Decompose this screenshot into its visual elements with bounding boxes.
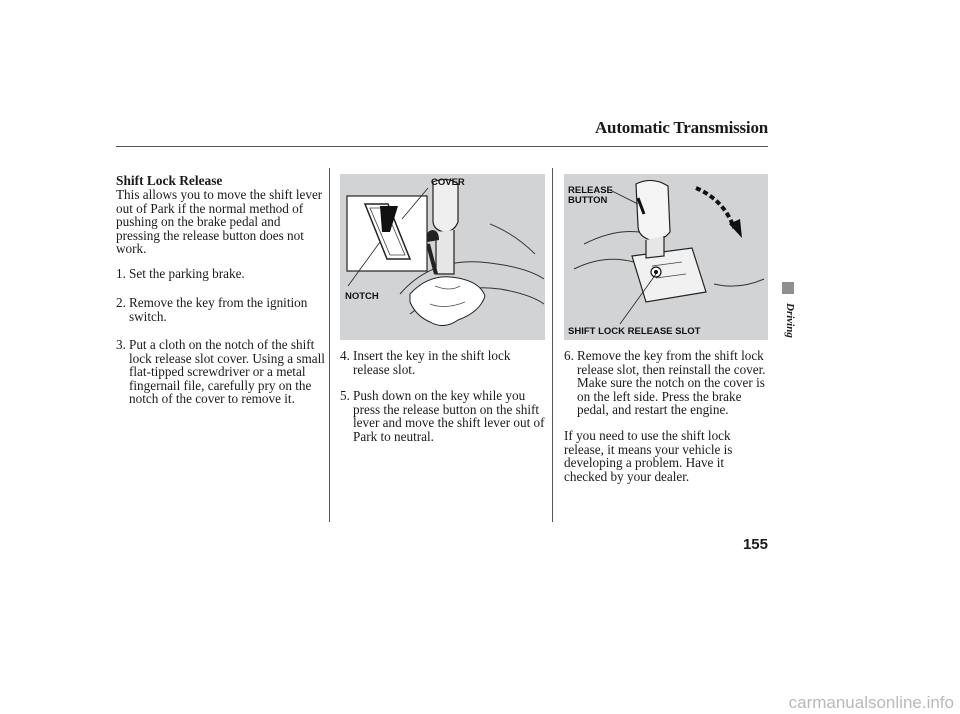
step-text: Insert the key in the shift lock release slot. bbox=[353, 348, 511, 377]
step-number: 1. bbox=[116, 266, 126, 281]
cover-notch-illustration bbox=[340, 174, 545, 340]
step-number: 3. bbox=[116, 337, 126, 352]
figure-cover-notch bbox=[340, 174, 545, 340]
release-button-label: RELEASE BUTTON bbox=[568, 185, 613, 206]
figure-release-slot bbox=[564, 174, 768, 340]
watermark-text: carmanualsonline.info bbox=[788, 693, 954, 712]
step-text: Set the parking brake. bbox=[129, 266, 245, 281]
step-item bbox=[116, 267, 326, 281]
page-title: Automatic Transmission bbox=[594, 118, 768, 137]
column-divider-1 bbox=[329, 168, 330, 522]
step-item bbox=[116, 338, 326, 406]
section-heading: Shift Lock Release bbox=[116, 173, 223, 188]
column-divider-2 bbox=[552, 168, 553, 522]
watermark-bar bbox=[0, 693, 960, 714]
step-number: 4. bbox=[340, 348, 350, 363]
intro-paragraph: This allows you to move the shift lever out of Park if the normal method of pushing on the brake pedal and pressing the release button does not work. bbox=[116, 187, 323, 257]
step-number: 5. bbox=[340, 388, 350, 403]
page-number: 155 bbox=[742, 536, 768, 553]
section-side-label: Driving bbox=[784, 303, 796, 338]
step-number: 2. bbox=[116, 295, 126, 310]
title-rule bbox=[116, 146, 768, 147]
step-item bbox=[564, 349, 774, 417]
step-text: Remove the key from the shift lock release slot, then reinstall the cover. Make sure the notch on the cover is on the left side. Press the brake pedal, and restart the engine. bbox=[577, 348, 766, 418]
notch-label: NOTCH bbox=[345, 291, 379, 302]
closing-note: If you need to use the shift lock release, it means your vehicle is developing a problem. Have it checked by your dealer. bbox=[564, 428, 733, 484]
step-item bbox=[116, 296, 326, 323]
cover-label: COVER bbox=[431, 177, 465, 188]
step-number: 6. bbox=[564, 348, 574, 363]
shift-lock-slot-label: SHIFT LOCK RELEASE SLOT bbox=[568, 326, 701, 337]
step-text: Push down on the key while you press the release button on the shift lever and move the shift lever out of Park to neutral. bbox=[353, 388, 545, 444]
step-item bbox=[340, 389, 545, 443]
step-text: Remove the key from the ignition switch. bbox=[129, 295, 308, 324]
step-item bbox=[340, 349, 545, 376]
step-text: Put a cloth on the notch of the shift lock release slot cover. Using a small flat-tipped screwdriver or a metal fingernail file, carefully pry on the notch of the cover to remove it. bbox=[129, 337, 325, 407]
section-tab-marker bbox=[782, 282, 794, 294]
